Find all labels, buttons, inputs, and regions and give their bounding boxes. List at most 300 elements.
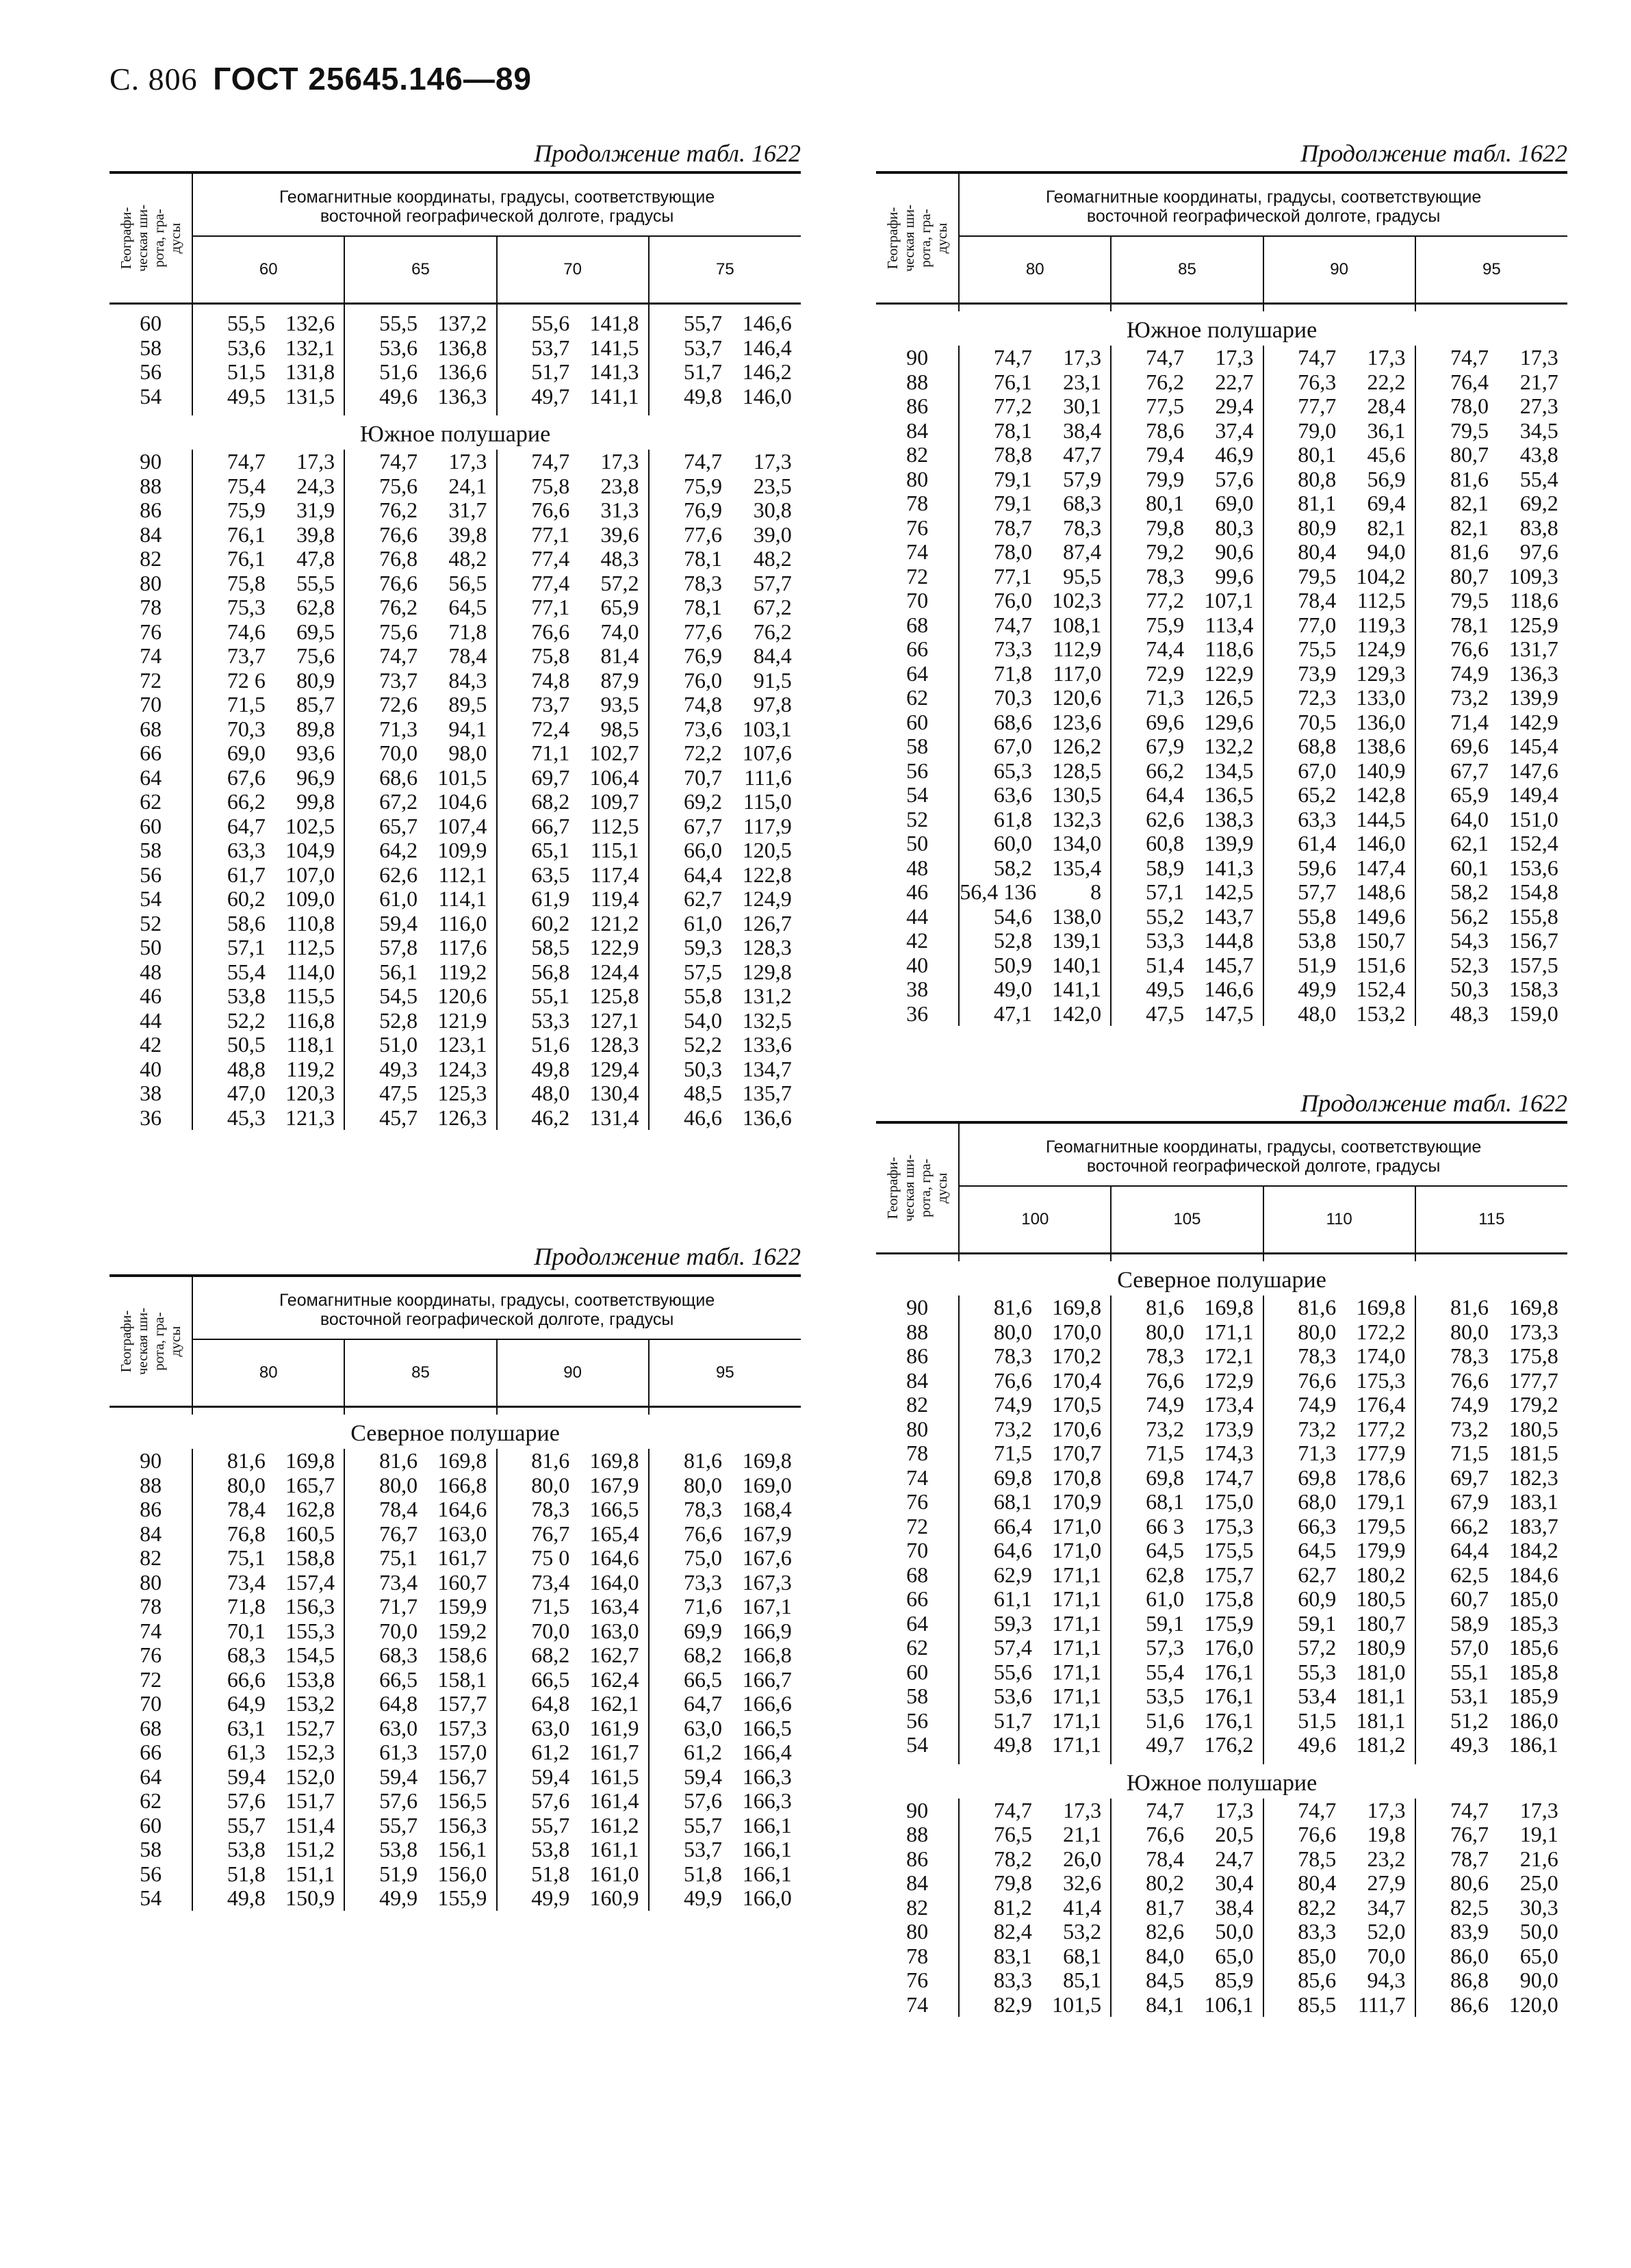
table-row xyxy=(110,1814,801,1838)
coordinate-pair-cell xyxy=(344,1571,496,1595)
latitude-cell: 70 xyxy=(110,693,192,717)
table-row xyxy=(876,1822,1567,1847)
latitude-header-label: Географи- ческая ши- рота, гра- дусы xyxy=(118,1307,184,1376)
coordinate-pair-cell xyxy=(959,977,1111,1002)
geomagnetic-latitude-value: 77,2 xyxy=(1146,588,1185,613)
geomagnetic-latitude-value: 73,3 xyxy=(993,636,1032,661)
latitude-cell: 54 xyxy=(110,385,192,409)
geomagnetic-longitude-value: 178,6 xyxy=(1356,1465,1406,1490)
geomagnetic-longitude-value: 34,5 xyxy=(1519,417,1558,443)
geomagnetic-latitude-value: 66,7 xyxy=(531,813,570,838)
coordinate-pair-cell xyxy=(192,1106,344,1131)
geomagnetic-latitude-value: 62,1 xyxy=(1450,831,1489,855)
geomagnetic-longitude-value: 8 xyxy=(1090,879,1102,904)
latitude-cell: 52 xyxy=(110,912,192,936)
latitude-cell: 54 xyxy=(110,1886,192,1911)
hemisphere-heading: Южное полушарие xyxy=(1126,318,1318,343)
coordinate-pair-cell xyxy=(649,1057,801,1082)
coordinate-pair-cell xyxy=(1263,1490,1415,1515)
coordinate-pair-cell xyxy=(1263,1660,1415,1685)
coordinate-pair-cell xyxy=(1263,589,1415,613)
page-number: С. 806 xyxy=(110,62,198,96)
geomagnetic-latitude-value: 52,2 xyxy=(683,1032,722,1057)
geomagnetic-latitude-value: 66,3 xyxy=(1298,1513,1337,1538)
geomagnetic-latitude-value: 65,3 xyxy=(993,758,1032,783)
coordinate-pair-cell xyxy=(497,547,649,571)
geomagnetic-latitude-value: 79,4 xyxy=(1146,442,1185,467)
geomagnetic-longitude-value: 136,6 xyxy=(742,1105,792,1130)
geomagnetic-longitude-value: 146,4 xyxy=(742,335,792,360)
coordinate-pair-cell xyxy=(497,1765,649,1790)
coordinate-pair-cell xyxy=(1415,516,1567,541)
coordinate-pair-cell xyxy=(959,589,1111,613)
table-row xyxy=(110,644,801,669)
geomagnetic-latitude-value: 74,7 xyxy=(1450,345,1489,370)
geomagnetic-longitude-value: 162,8 xyxy=(285,1497,335,1521)
coordinate-pair-cell xyxy=(344,1716,496,1741)
geomagnetic-latitude-value: 79,5 xyxy=(1298,563,1337,589)
coordinate-pair-cell xyxy=(1415,1636,1567,1660)
geomagnetic-latitude-value: 53,4 xyxy=(1298,1684,1337,1708)
geomagnetic-latitude-value: 50,3 xyxy=(1450,977,1489,1001)
geomagnetic-latitude-value: 78,3 xyxy=(531,1497,570,1521)
longitude-header: 110 xyxy=(1263,1186,1415,1254)
latitude-cell: 78 xyxy=(876,1441,959,1466)
coordinate-pair-cell xyxy=(649,360,801,385)
geomagnetic-latitude-value: 79,0 xyxy=(1298,417,1337,443)
geomagnetic-latitude-value: 69,8 xyxy=(993,1465,1032,1490)
geomagnetic-latitude-value: 73,4 xyxy=(379,1569,418,1595)
coordinate-pair-cell xyxy=(344,960,496,985)
geomagnetic-latitude-value: 68,3 xyxy=(379,1642,418,1667)
geomagnetic-longitude-value: 106,1 xyxy=(1204,1992,1254,2017)
latitude-cell: 88 xyxy=(876,370,959,395)
geomagnetic-longitude-value: 120,0 xyxy=(1508,1992,1558,2017)
latitude-cell: 60 xyxy=(876,710,959,735)
coordinate-pair-cell xyxy=(959,1538,1111,1563)
geomagnetic-latitude-value: 64,5 xyxy=(1146,1538,1185,1562)
geomagnetic-longitude-value: 68,1 xyxy=(1063,1943,1102,1968)
latitude-cell: 84 xyxy=(876,1871,959,1896)
geomagnetic-latitude-value: 61,2 xyxy=(531,1740,570,1764)
geomagnetic-longitude-value: 171,1 xyxy=(1052,1684,1102,1708)
coordinate-pair-cell xyxy=(192,1571,344,1595)
geomagnetic-longitude-value: 176,0 xyxy=(1204,1635,1254,1660)
geomagnetic-latitude-value: 54,5 xyxy=(379,983,418,1008)
coordinate-pair-cell xyxy=(649,1081,801,1106)
coordinate-pair-cell xyxy=(1111,1563,1263,1588)
geomagnetic-longitude-value: 124,4 xyxy=(589,959,639,984)
geomagnetic-longitude-value: 30,1 xyxy=(1063,394,1102,418)
geomagnetic-latitude-value: 74,8 xyxy=(531,667,570,693)
coordinate-pair-cell xyxy=(959,1393,1111,1417)
geomagnetic-longitude-value: 142,8 xyxy=(1356,782,1406,807)
geomagnetic-longitude-value: 39,0 xyxy=(753,521,792,547)
coordinate-pair-cell xyxy=(649,547,801,571)
coordinate-pair-cell xyxy=(959,1709,1111,1734)
geomagnetic-longitude-value: 70,0 xyxy=(1367,1943,1406,1968)
coordinate-pair-cell xyxy=(1263,880,1415,905)
geomagnetic-latitude-value: 71,8 xyxy=(227,1594,266,1619)
table-row xyxy=(110,1009,801,1033)
coordinate-pair-cell xyxy=(959,1944,1111,1969)
coordinate-pair-cell xyxy=(1415,1320,1567,1345)
geomagnetic-latitude-value: 80,4 xyxy=(1298,1870,1337,1895)
coordinate-pair-cell xyxy=(1111,443,1263,467)
table-row xyxy=(110,360,801,385)
coordinate-pair-cell xyxy=(1111,1369,1263,1393)
geomagnetic-longitude-value: 146,2 xyxy=(742,359,792,384)
geomagnetic-latitude-value: 82,4 xyxy=(993,1919,1032,1944)
coordinate-pair-cell xyxy=(192,766,344,790)
geomagnetic-latitude-value: 51,9 xyxy=(1298,952,1337,977)
geomagnetic-longitude-value: 167,1 xyxy=(742,1594,792,1619)
geomagnetic-longitude-value: 111,6 xyxy=(744,764,792,790)
geomagnetic-latitude-value: 53,3 xyxy=(531,1007,570,1033)
geomagnetic-latitude-value: 49,8 xyxy=(227,1885,266,1910)
geomagnetic-longitude-value: 85,9 xyxy=(1215,1968,1254,1992)
latitude-cell: 44 xyxy=(876,905,959,929)
table-row xyxy=(876,880,1567,905)
geomagnetic-latitude-value: 51,7 xyxy=(531,359,570,384)
geomagnetic-latitude-value: 57,6 xyxy=(227,1788,266,1813)
geomagnetic-longitude-value: 69,2 xyxy=(1519,491,1558,515)
geomagnetic-longitude-value: 140,1 xyxy=(1052,952,1102,977)
geomagnetic-latitude-value: 53,8 xyxy=(227,983,266,1008)
table-row xyxy=(876,1490,1567,1515)
coordinate-pair-cell xyxy=(959,880,1111,905)
latitude-cell: 86 xyxy=(110,498,192,523)
coordinate-pair-cell xyxy=(959,1636,1111,1660)
coordinate-pair-cell xyxy=(344,644,496,669)
geomagnetic-longitude-value: 121,9 xyxy=(437,1007,487,1033)
table-row xyxy=(876,394,1567,419)
coordinate-pair-cell xyxy=(649,741,801,766)
coordinate-pair-cell xyxy=(649,790,801,814)
geomagnetic-latitude-value: 64,6 xyxy=(993,1538,1032,1562)
coordinate-pair-cell xyxy=(1111,1320,1263,1345)
geomagnetic-longitude-value: 138,0 xyxy=(1052,903,1102,929)
geomagnetic-longitude-value: 19,1 xyxy=(1519,1822,1558,1846)
latitude-cell: 70 xyxy=(110,1692,192,1716)
coordinate-pair-cell xyxy=(192,571,344,596)
coordinate-pair-cell xyxy=(1111,1441,1263,1466)
coordinate-pair-cell xyxy=(1111,905,1263,929)
geomagnetic-latitude-value: 78,1 xyxy=(993,417,1032,443)
geomagnetic-latitude-value: 76,2 xyxy=(379,498,418,522)
latitude-cell: 42 xyxy=(876,929,959,953)
geomagnetic-latitude-value: 76,2 xyxy=(379,595,418,619)
geomagnetic-longitude-value: 36,1 xyxy=(1367,417,1406,443)
coordinate-pair-cell xyxy=(1415,1002,1567,1027)
geomagnetic-longitude-value: 166,7 xyxy=(742,1666,792,1692)
coordinate-pair-cell xyxy=(344,838,496,863)
coordinate-pair-cell xyxy=(497,1692,649,1716)
geomagnetic-longitude-value: 185,3 xyxy=(1508,1610,1558,1636)
latitude-cell: 72 xyxy=(110,669,192,693)
coordinate-pair-cell xyxy=(344,450,496,474)
table-row xyxy=(876,1896,1567,1920)
geomagnetic-longitude-value: 135,7 xyxy=(742,1081,792,1105)
geomagnetic-longitude-value: 39,6 xyxy=(600,521,639,547)
geomagnetic-latitude-value: 66,5 xyxy=(379,1666,418,1692)
geomagnetic-latitude-value: 80,1 xyxy=(1298,442,1337,467)
latitude-cell: 62 xyxy=(110,790,192,814)
latitude-cell: 86 xyxy=(876,1344,959,1369)
geomagnetic-latitude-value: 75,8 xyxy=(531,473,570,498)
coordinate-pair-cell xyxy=(1111,346,1263,370)
coordinate-pair-cell xyxy=(1263,370,1415,395)
geomagnetic-longitude-value: 48,2 xyxy=(753,546,792,571)
geomagnetic-longitude-value: 159,9 xyxy=(437,1594,487,1619)
latitude-cell: 46 xyxy=(110,984,192,1009)
coordinate-pair-cell xyxy=(1111,370,1263,395)
geomagnetic-latitude-value: 53,3 xyxy=(1146,928,1185,953)
geomagnetic-longitude-value: 175,3 xyxy=(1204,1513,1254,1538)
geomagnetic-latitude-value: 59,6 xyxy=(1298,855,1337,880)
geomagnetic-longitude-value: 153,2 xyxy=(1356,1001,1406,1026)
geomagnetic-longitude-value: 156,3 xyxy=(285,1594,335,1619)
geomagnetic-latitude-value: 67,2 xyxy=(379,789,418,814)
geomagnetic-longitude-value: 45,6 xyxy=(1367,442,1406,467)
longitude-header: 90 xyxy=(497,1339,649,1407)
geomagnetic-longitude-value: 142,0 xyxy=(1052,1001,1102,1026)
coordinate-pair-cell xyxy=(344,1497,496,1522)
geomagnetic-longitude-value: 169,8 xyxy=(1508,1295,1558,1319)
geomagnetic-latitude-value: 73,2 xyxy=(1450,685,1489,710)
geomagnetic-latitude-value: 80,0 xyxy=(227,1472,266,1497)
coordinate-pair-cell xyxy=(649,936,801,960)
geomagnetic-longitude-value: 166,5 xyxy=(742,1715,792,1740)
latitude-cell: 90 xyxy=(876,1799,959,1823)
coordinate-pair-cell xyxy=(1111,1636,1263,1660)
coordinate-pair-cell xyxy=(344,766,496,790)
latitude-cell: 84 xyxy=(876,1369,959,1393)
geomagnetic-longitude-value: 186,1 xyxy=(1508,1732,1558,1757)
geomagnetic-longitude-value: 106,4 xyxy=(589,764,639,790)
coordinate-pair-cell xyxy=(192,1057,344,1082)
geomagnetic-longitude-value: 131,8 xyxy=(285,359,335,384)
table-row xyxy=(110,450,801,474)
coordinate-pair-cell xyxy=(1415,1847,1567,1872)
geomagnetic-longitude-value: 175,3 xyxy=(1356,1367,1406,1393)
coordinate-pair-cell xyxy=(1111,637,1263,662)
coordinate-pair-cell xyxy=(497,1571,649,1595)
table-row xyxy=(110,1106,801,1131)
coordinate-pair-cell xyxy=(192,336,344,361)
coordinate-pair-cell xyxy=(497,1522,649,1547)
geomagnetic-longitude-value: 119,2 xyxy=(286,1056,335,1081)
coordinate-pair-cell xyxy=(192,1473,344,1498)
geomagnetic-longitude-value: 30,8 xyxy=(753,498,792,522)
geomagnetic-latitude-value: 58,2 xyxy=(993,855,1032,880)
table-row xyxy=(876,734,1567,759)
geomagnetic-latitude-value: 53,8 xyxy=(531,1837,570,1861)
geomagnetic-longitude-value: 184,2 xyxy=(1508,1538,1558,1562)
coordinate-pair-cell xyxy=(649,385,801,409)
coordinate-pair-cell xyxy=(1111,1799,1263,1823)
geomagnetic-longitude-value: 78,4 xyxy=(448,643,487,668)
geomagnetic-latitude-value: 74,7 xyxy=(1450,1797,1489,1822)
latitude-cell: 68 xyxy=(110,717,192,742)
geomagnetic-longitude-value: 78,3 xyxy=(1063,515,1102,540)
geomagnetic-longitude-value: 151,0 xyxy=(1508,806,1558,832)
geomagnetic-latitude-value: 62,9 xyxy=(993,1562,1032,1587)
coordinate-pair-cell xyxy=(1111,1822,1263,1847)
coordinate-pair-cell xyxy=(1111,1490,1263,1515)
geomagnetic-latitude-value: 49,0 xyxy=(993,977,1032,1001)
geomagnetic-latitude-value: 86,0 xyxy=(1450,1943,1489,1968)
latitude-cell: 88 xyxy=(876,1320,959,1345)
latitude-cell: 54 xyxy=(110,887,192,912)
geomagnetic-latitude-value: 80,7 xyxy=(1450,442,1489,467)
geomagnetic-longitude-value: 167,6 xyxy=(742,1545,792,1570)
geomagnetic-coordinates-header: Геомагнитные координаты, градусы, соответствующие восточной географической долготе, градусы xyxy=(959,172,1567,236)
geomagnetic-longitude-value: 163,4 xyxy=(589,1594,639,1619)
geomagnetic-longitude-value: 21,1 xyxy=(1063,1822,1102,1846)
coordinate-pair-cell xyxy=(497,717,649,742)
geomagnetic-latitude-value: 57,5 xyxy=(683,959,722,984)
latitude-cell: 44 xyxy=(110,1009,192,1033)
coordinate-pair-cell xyxy=(1111,1847,1263,1872)
coordinate-pair-cell xyxy=(1263,394,1415,419)
geomagnetic-longitude-value: 31,7 xyxy=(448,498,487,522)
geomagnetic-latitude-value: 85,0 xyxy=(1298,1943,1337,1968)
geomagnetic-longitude-value: 23,8 xyxy=(600,473,639,498)
coordinate-pair-cell xyxy=(192,644,344,669)
geomagnetic-longitude-value: 166,1 xyxy=(742,1837,792,1861)
coordinate-pair-cell xyxy=(959,783,1111,808)
geomagnetic-longitude-value: 171,1 xyxy=(1052,1732,1102,1757)
geomagnetic-latitude-value: 63,1 xyxy=(227,1715,266,1740)
geomagnetic-latitude-value: 58,2 xyxy=(1450,879,1489,904)
table-row xyxy=(110,336,801,361)
longitude-header: 90 xyxy=(1263,236,1415,304)
table-row xyxy=(876,1587,1567,1612)
geomagnetic-longitude-value: 134,7 xyxy=(742,1056,792,1081)
coordinate-pair-cell xyxy=(344,474,496,499)
geomagnetic-latitude-value: 79,5 xyxy=(1450,588,1489,613)
coordinate-pair-cell xyxy=(344,1449,496,1473)
geomagnetic-latitude-value: 60,7 xyxy=(1450,1586,1489,1611)
geomagnetic-longitude-value: 146,0 xyxy=(1356,831,1406,855)
coordinate-pair-cell xyxy=(1415,686,1567,710)
geomagnetic-latitude-value: 78,5 xyxy=(1298,1846,1337,1871)
geomagnetic-latitude-value: 77,5 xyxy=(1146,394,1185,418)
geomagnetic-longitude-value: 125,3 xyxy=(437,1081,487,1105)
coordinate-pair-cell xyxy=(959,734,1111,759)
geomagnetic-latitude-value: 78,2 xyxy=(993,1846,1032,1871)
coordinate-pair-cell xyxy=(1415,1684,1567,1709)
coordinate-pair-cell xyxy=(344,360,496,385)
coordinate-pair-cell xyxy=(497,1789,649,1814)
latitude-cell: 56 xyxy=(110,1862,192,1887)
geomagnetic-longitude-value: 116,0 xyxy=(438,910,487,936)
coordinate-pair-cell xyxy=(1263,1684,1415,1709)
longitude-header: 80 xyxy=(959,236,1111,304)
geomagnetic-latitude-value: 51,7 xyxy=(993,1708,1032,1733)
geomagnetic-latitude-value: 80,7 xyxy=(1450,563,1489,589)
geomagnetic-latitude-value: 51,4 xyxy=(1146,952,1185,977)
geomagnetic-latitude-value: 70,0 xyxy=(379,740,418,765)
longitude-header: 105 xyxy=(1111,1186,1263,1254)
geomagnetic-longitude-value: 160,5 xyxy=(285,1521,335,1546)
geomagnetic-latitude-value: 65,1 xyxy=(531,838,570,862)
coordinate-pair-cell xyxy=(1415,1490,1567,1515)
latitude-cell: 74 xyxy=(876,540,959,565)
geomagnetic-longitude-value: 129,3 xyxy=(1356,660,1406,686)
geomagnetic-longitude-value: 98,0 xyxy=(448,740,487,765)
latitude-cell: 72 xyxy=(876,565,959,589)
latitude-cell: 64 xyxy=(110,766,192,790)
latitude-cell: 88 xyxy=(876,1822,959,1847)
coordinate-pair-cell xyxy=(497,1497,649,1522)
geomagnetic-latitude-value: 80,0 xyxy=(1146,1319,1185,1344)
geomagnetic-latitude-value: 67,9 xyxy=(1450,1489,1489,1514)
coordinate-pair-cell xyxy=(1415,856,1567,881)
geomagnetic-longitude-value: 179,2 xyxy=(1508,1392,1558,1417)
coordinate-pair-cell xyxy=(649,1473,801,1498)
coordinate-pair-cell xyxy=(649,1838,801,1862)
geomagnetic-latitude-value: 76,6 xyxy=(379,570,418,595)
latitude-cell: 74 xyxy=(110,644,192,669)
geomagnetic-latitude-value: 68,1 xyxy=(993,1489,1032,1514)
geomagnetic-latitude-value: 76,6 xyxy=(993,1367,1032,1393)
coordinate-pair-cell xyxy=(192,863,344,888)
coordinate-pair-cell xyxy=(959,1490,1111,1515)
geomagnetic-longitude-value: 154,8 xyxy=(1508,879,1558,904)
geomagnetic-latitude-value: 58,9 xyxy=(1146,855,1185,880)
longitude-header: 100 xyxy=(959,1186,1111,1254)
coordinate-pair-cell xyxy=(1111,540,1263,565)
table-row xyxy=(876,540,1567,565)
geomagnetic-latitude-value: 78,1 xyxy=(683,595,722,619)
coordinate-pair-cell xyxy=(1415,1968,1567,1993)
geomagnetic-latitude-value: 74,7 xyxy=(1146,1797,1185,1822)
geomagnetic-latitude-value: 61,0 xyxy=(683,910,722,936)
coordinate-pair-cell xyxy=(959,808,1111,832)
geomagnetic-longitude-value: 174,7 xyxy=(1204,1465,1254,1490)
geomagnetic-longitude-value: 166,8 xyxy=(742,1642,792,1667)
coordinate-pair-cell xyxy=(1111,1002,1263,1027)
geomagnetic-longitude-value: 124,3 xyxy=(437,1056,487,1081)
geomagnetic-latitude-value: 66,5 xyxy=(531,1666,570,1692)
geomagnetic-latitude-value: 74,9 xyxy=(1146,1392,1185,1417)
geomagnetic-longitude-value: 180,2 xyxy=(1356,1562,1406,1587)
geomagnetic-latitude-value: 51,7 xyxy=(683,359,722,384)
latitude-cell: 58 xyxy=(876,734,959,759)
table-row xyxy=(110,498,801,523)
coordinate-pair-cell xyxy=(497,385,649,409)
geomagnetic-latitude-value: 73,4 xyxy=(531,1569,570,1595)
geomagnetic-longitude-value: 153,6 xyxy=(1508,855,1558,880)
coordinate-pair-cell xyxy=(1415,1822,1567,1847)
geomagnetic-latitude-value: 67,0 xyxy=(1298,758,1337,783)
geomagnetic-latitude-value: 74,9 xyxy=(993,1392,1032,1417)
table-row xyxy=(876,346,1567,370)
coordinate-pair-cell xyxy=(1111,1466,1263,1491)
geomagnetic-latitude-value: 49,9 xyxy=(683,1885,722,1910)
geomagnetic-longitude-value: 112,1 xyxy=(438,862,487,887)
table-row xyxy=(876,1847,1567,1872)
geomagnetic-longitude-value: 119,4 xyxy=(590,886,639,911)
geomagnetic-latitude-value: 55,7 xyxy=(227,1812,266,1838)
geomagnetic-longitude-value: 146,6 xyxy=(1204,977,1254,1001)
coordinate-pair-cell xyxy=(344,984,496,1009)
latitude-cell: 80 xyxy=(876,1920,959,1944)
coordinate-pair-cell xyxy=(344,1789,496,1814)
table-row xyxy=(876,1320,1567,1345)
